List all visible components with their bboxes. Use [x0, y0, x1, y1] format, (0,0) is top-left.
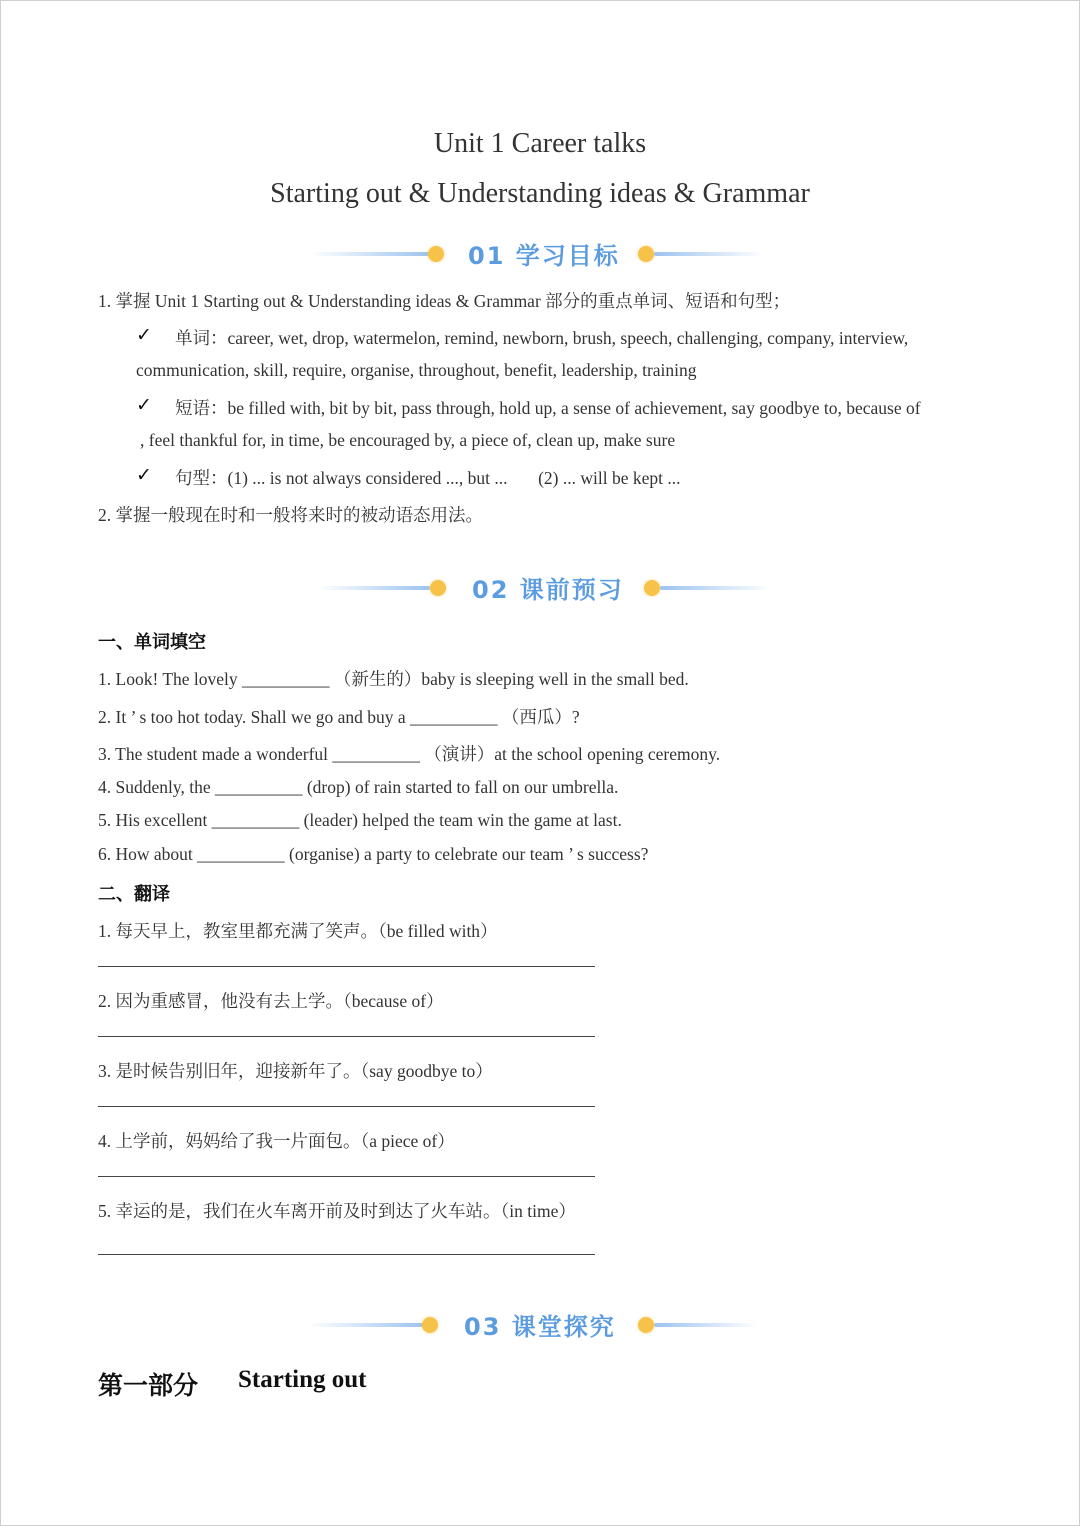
- answer-line[interactable]: [98, 1254, 595, 1255]
- objective-item-1: 1. 掌握 Unit 1 Starting out & Understanding ideas & Grammar 部分的重点单词、短语和句型；: [98, 291, 791, 311]
- section-banner-preview: [318, 568, 778, 608]
- translate-item: 1. 每天早上，教室里都充满了笑声。（be filled with）: [98, 921, 498, 941]
- part-name: Starting out: [238, 1366, 367, 1393]
- objective-phrases-line2: , feel thankful for, in time, be encouraged by, a piece of, clean up, make sure: [140, 430, 676, 450]
- answer-line[interactable]: [98, 1036, 595, 1037]
- section-title-preview: 02 课前预习: [472, 576, 624, 604]
- answer-line[interactable]: [98, 966, 595, 967]
- check-icon: ✓: [136, 324, 152, 346]
- objective-phrases-line1: 短语：be filled with, bit by bit, pass through, hold up, a sense of achievement, say goodbye to, because of: [175, 398, 921, 418]
- banner-dot-icon: [638, 1317, 654, 1333]
- translate-item: 2. 因为重感冒，他没有去上学。（because of）: [98, 991, 444, 1011]
- unit-title: Unit 1 Career talks: [433, 128, 647, 159]
- banner-dot-icon: [638, 246, 654, 262]
- fill-in-item: 1. Look! The lovely __________ （新生的）baby is sleeping well in the small bed.: [98, 669, 689, 689]
- part-label: 第一部分: [98, 1373, 199, 1400]
- banner-dot-icon: [644, 580, 660, 596]
- translate-item: 4. 上学前，妈妈给了我一片面包。（a piece of）: [98, 1131, 455, 1151]
- objective-sentences: 句型：(1) ... is not always considered ..., but ... (2) ... will be kept ...: [175, 468, 681, 488]
- banner-dot-icon: [430, 580, 446, 596]
- translate-item: 5. 幸运的是，我们在火车离开前及时到达了火车站。（in time）: [98, 1201, 576, 1221]
- fill-in-item: 6. How about __________ (organise) a party to celebrate our team ’ s success?: [98, 844, 649, 864]
- fill-in-item: 3. The student made a wonderful __________ （演讲）at the school opening ceremony.: [98, 744, 721, 764]
- section-banner-explore: [308, 1305, 768, 1345]
- objective-words-line2: communication, skill, require, organise, throughout, benefit, leadership, training: [136, 360, 697, 380]
- banner-dot-icon: [428, 246, 444, 262]
- fill-in-item: 4. Suddenly, the __________ (drop) of rain started to fall on our umbrella.: [98, 777, 619, 797]
- check-icon: ✓: [136, 394, 152, 416]
- fill-in-item: 5. His excellent __________ (leader) helped the team win the game at last.: [98, 810, 622, 830]
- translate-heading: 二、翻译: [98, 884, 170, 904]
- unit-subtitle: Starting out & Understanding ideas & Grammar: [270, 178, 810, 209]
- objective-item-2: 2. 掌握一般现在时和一般将来时的被动语态用法。: [98, 505, 483, 525]
- objective-words-line1: 单词：career, wet, drop, watermelon, remind, newborn, brush, speech, challenging, company, interview,: [175, 328, 909, 348]
- section-title-explore: 03 课堂探究: [464, 1313, 616, 1341]
- section-banner-objectives: [310, 234, 770, 274]
- answer-line[interactable]: [98, 1106, 595, 1107]
- fill-in-heading: 一、单词填空: [98, 632, 206, 652]
- section-title-objectives: 01 学习目标: [468, 242, 620, 270]
- translate-item: 3. 是时候告别旧年，迎接新年了。（say goodbye to）: [98, 1061, 493, 1081]
- fill-in-item: 2. It ’ s too hot today. Shall we go and buy a __________ （西瓜）?: [98, 707, 580, 727]
- answer-line[interactable]: [98, 1176, 595, 1177]
- banner-dot-icon: [422, 1317, 438, 1333]
- check-icon: ✓: [136, 464, 152, 486]
